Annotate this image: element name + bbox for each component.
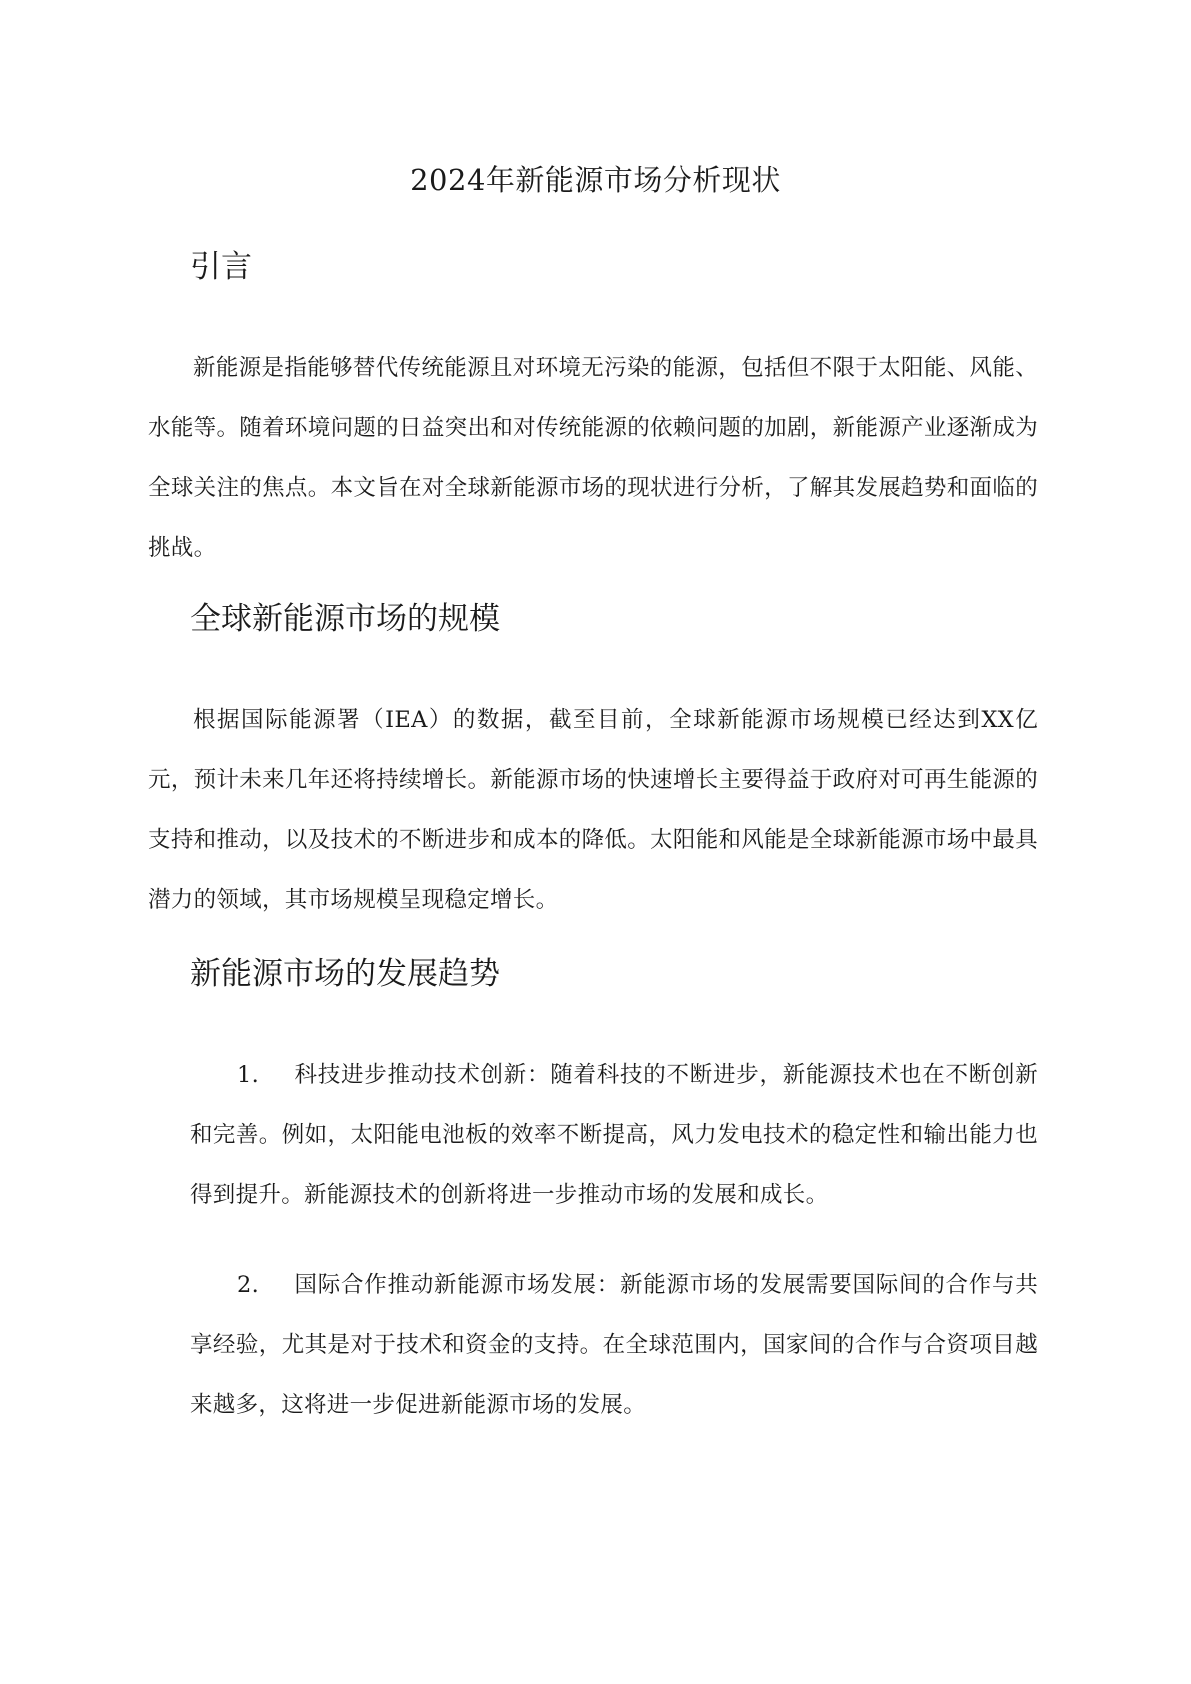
introduction-paragraph: 新能源是指能够替代传统能源且对环境无污染的能源，包括但不限于太阳能、风能、水能等。随着环境问题的日益突出和对传统能源的依赖问题的加剧，新能源产业逐渐成为全球关注的焦点。本文旨在对全球新能源市场的现状进行分析，了解其发展趋势和面临的挑战。 [148,355,1038,561]
list-item [190,1255,1038,1435]
list-item [190,1045,1038,1225]
section-heading-trends: 新能源市场的发展趋势 [190,956,500,992]
section-heading-introduction: 引言 [190,249,252,285]
market-size-paragraph: 根据国际能源署（IEA）的数据，截至目前，全球新能源市场规模已经达到XX亿元，预计未来几年还将持续增长。新能源市场的快速增长主要得益于政府对可再生能源的支持和推动，以及技术的不断进步和成本的降低。太阳能和风能是全球新能源市场中最具潜力的领域，其市场规模呈现稳定增长。 [148,707,1038,913]
section-heading-market-size: 全球新能源市场的规模 [190,601,500,637]
list-item-number: 2. [237,1272,260,1298]
list-item-text: 科技进步推动技术创新：随着科技的不断进步，新能源技术也在不断创新和完善。例如，太阳能电池板的效率不断提高，风力发电技术的稳定性和输出能力也得到提升。新能源技术的创新将进一步推动市场的发展和成长。 [190,1062,1038,1208]
list-item-number: 1. [237,1062,260,1088]
list-item-text: 国际合作推动新能源市场发展：新能源市场的发展需要国际间的合作与共享经验，尤其是对于技术和资金的支持。在全球范围内，国家间的合作与合资项目越来越多，这将进一步促进新能源市场的发展。 [190,1272,1038,1418]
document-title: 2024年新能源市场分析现状 [410,163,781,197]
